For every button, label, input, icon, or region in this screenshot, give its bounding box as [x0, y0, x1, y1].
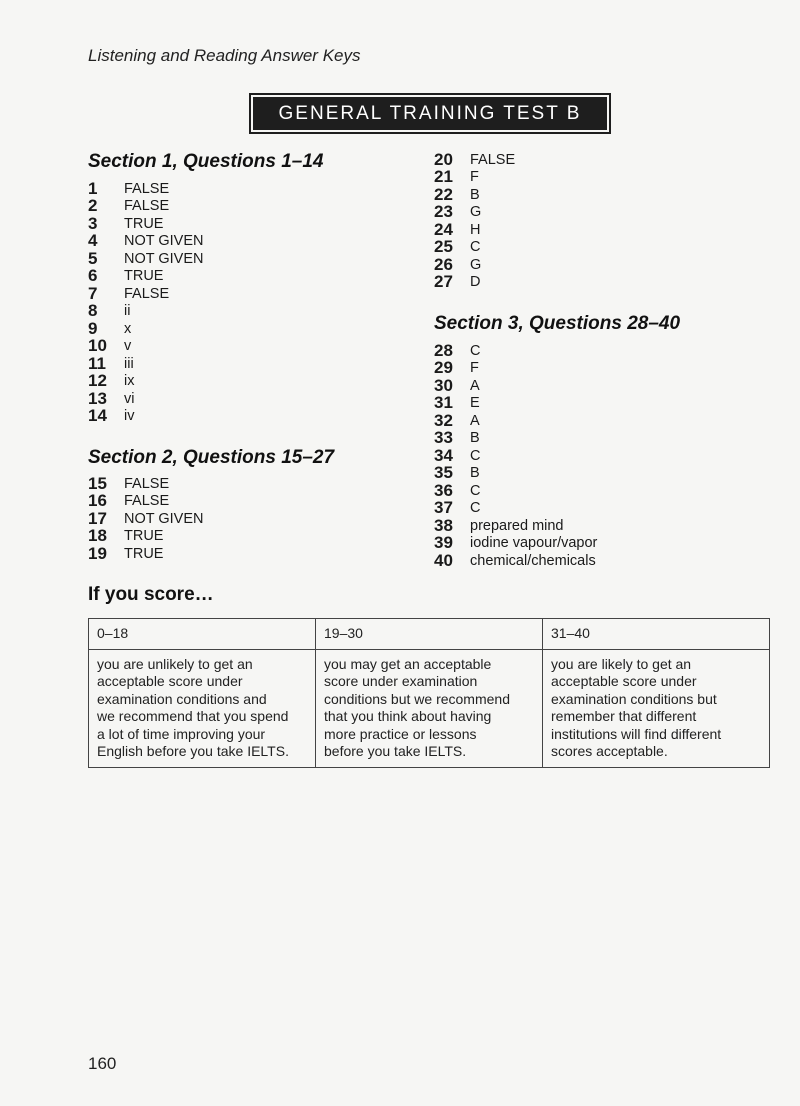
- answer-value: ii: [124, 303, 131, 320]
- answer-item: [88, 180, 204, 198]
- advice-line: scores acceptable.: [551, 743, 668, 759]
- advice-line: conditions but we recommend: [324, 690, 510, 707]
- answer-value: ix: [124, 373, 135, 390]
- score-heading: If you score…: [88, 584, 214, 605]
- answer-item: [88, 285, 204, 303]
- question-number: 23: [434, 202, 453, 222]
- score-range-cell: 31–40: [543, 619, 770, 650]
- answer-value: C: [470, 482, 481, 499]
- score-advice-cell: [316, 649, 543, 767]
- advice-line: examination conditions and: [97, 690, 267, 707]
- advice-line: before you take IELTS.: [324, 743, 467, 759]
- answer-item: [88, 545, 204, 563]
- answer-item: [434, 430, 597, 448]
- section-2-answer-list: [88, 475, 204, 563]
- answer-value: G: [470, 204, 482, 221]
- advice-line: acceptable score under: [551, 673, 697, 689]
- answer-value: x: [124, 320, 132, 337]
- question-number: 30: [434, 375, 453, 395]
- question-number: 39: [434, 533, 453, 553]
- answer-item: [88, 510, 204, 528]
- score-range-cell: 0–18: [89, 619, 316, 650]
- question-number: 20: [434, 149, 453, 169]
- question-number: 10: [88, 336, 107, 356]
- answer-value: TRUE: [124, 215, 164, 232]
- answer-item: [434, 360, 597, 378]
- answer-item: [434, 517, 597, 535]
- answer-value: E: [470, 395, 480, 412]
- question-number: 4: [88, 231, 98, 251]
- question-number: 31: [434, 393, 453, 413]
- question-number: 8: [88, 301, 98, 321]
- question-number: 36: [434, 480, 453, 500]
- answer-value: C: [470, 342, 481, 359]
- answer-value: FALSE: [124, 493, 170, 510]
- answer-value: v: [124, 338, 132, 355]
- answer-item: [434, 221, 515, 239]
- answer-item: [434, 256, 515, 274]
- advice-line: that you think about having: [324, 708, 492, 724]
- question-number: 40: [434, 550, 453, 570]
- question-number: 9: [88, 318, 98, 338]
- answer-value: FALSE: [124, 475, 170, 492]
- question-number: 21: [434, 167, 453, 187]
- answer-value: NOT GIVEN: [124, 233, 204, 250]
- answer-item: [88, 390, 204, 408]
- score-range-cell: 19–30: [316, 619, 543, 650]
- score-band-table: [88, 618, 770, 768]
- advice-line: institutions will find different: [551, 725, 722, 742]
- answer-item: [88, 493, 204, 511]
- advice-line: you may get an acceptable: [324, 655, 492, 672]
- answer-item: [434, 412, 597, 430]
- question-number: 26: [434, 254, 453, 274]
- section-2-heading: Section 2, Questions 15–27: [88, 447, 335, 468]
- answer-item: [434, 395, 597, 413]
- question-number: 33: [434, 428, 453, 448]
- answer-item: [434, 342, 597, 360]
- question-number: 28: [434, 340, 453, 360]
- question-number: 19: [88, 543, 107, 563]
- answer-item: [88, 198, 204, 216]
- question-number: 38: [434, 515, 453, 535]
- answer-item: [88, 268, 204, 286]
- answer-item: [434, 204, 515, 222]
- question-number: 27: [434, 272, 453, 292]
- question-number: 25: [434, 237, 453, 257]
- answer-item: [88, 373, 204, 391]
- answer-value: H: [470, 221, 481, 238]
- answer-value: TRUE: [124, 545, 164, 562]
- question-number: 37: [434, 498, 453, 518]
- answer-value: C: [470, 500, 481, 517]
- section-3-answer-list: [434, 342, 597, 570]
- advice-line: acceptable score under: [97, 673, 243, 689]
- question-number: 13: [88, 388, 107, 408]
- question-number: 24: [434, 219, 453, 239]
- page-header-title: Listening and Reading Answer Keys: [88, 46, 361, 65]
- answer-item: [88, 320, 204, 338]
- question-number: 32: [434, 410, 453, 430]
- question-number: 22: [434, 184, 453, 204]
- answer-value: A: [470, 377, 480, 394]
- section-3-heading: Section 3, Questions 28–40: [434, 313, 681, 334]
- advice-line: you are unlikely to get an: [97, 655, 253, 672]
- advice-line: you are likely to get an: [551, 655, 692, 672]
- answer-item: [434, 465, 597, 483]
- answer-value: iv: [124, 408, 135, 425]
- score-advice-cell: [543, 649, 770, 767]
- score-range-row: [89, 619, 770, 650]
- answer-value: TRUE: [124, 268, 164, 285]
- answer-value: F: [470, 360, 479, 377]
- question-number: 34: [434, 445, 453, 465]
- answer-item: [88, 338, 204, 356]
- answer-value: FALSE: [124, 180, 170, 197]
- answer-item: [88, 250, 204, 268]
- answer-item: [434, 482, 597, 500]
- answer-item: [434, 186, 515, 204]
- question-number: 14: [88, 406, 107, 426]
- question-number: 1: [88, 178, 98, 198]
- section-2-answer-list-continued: [434, 151, 515, 291]
- score-advice-cell: [89, 649, 316, 767]
- answer-value: B: [470, 465, 480, 482]
- answer-value: iii: [124, 355, 134, 372]
- answer-item: [434, 377, 597, 395]
- answer-value: C: [470, 239, 481, 256]
- page-number: 160: [88, 1054, 117, 1073]
- question-number: 17: [88, 508, 107, 528]
- question-number: 6: [88, 266, 98, 286]
- answer-item: [88, 303, 204, 321]
- answer-item: [88, 355, 204, 373]
- answer-value: F: [470, 169, 479, 186]
- answer-value: iodine vapour/vapor: [470, 535, 598, 552]
- answer-value: chemical/chemicals: [470, 552, 596, 569]
- answer-value: G: [470, 256, 482, 273]
- question-number: 12: [88, 371, 107, 391]
- answer-item: [434, 552, 597, 570]
- advice-line: more practice or lessons: [324, 725, 477, 742]
- answer-value: prepared mind: [470, 517, 564, 534]
- question-number: 35: [434, 463, 453, 483]
- question-number: 16: [88, 491, 107, 511]
- question-number: 11: [88, 353, 106, 373]
- score-advice-row: [89, 649, 770, 767]
- answer-item: [88, 215, 204, 233]
- answer-value: FALSE: [470, 151, 516, 168]
- answer-value: B: [470, 430, 480, 447]
- question-number: 5: [88, 248, 98, 268]
- answer-value: vi: [124, 390, 135, 407]
- advice-line: English before you take IELTS.: [97, 743, 289, 759]
- answer-item: [434, 274, 515, 292]
- advice-line: a lot of time improving your: [97, 725, 266, 742]
- advice-line: remember that different: [551, 708, 697, 724]
- answer-value: NOT GIVEN: [124, 510, 204, 527]
- answer-item: [434, 239, 515, 257]
- question-number: 7: [88, 283, 98, 303]
- answer-item: [434, 535, 597, 553]
- question-number: 3: [88, 213, 98, 233]
- answer-value: TRUE: [124, 528, 164, 545]
- question-number: 2: [88, 196, 98, 216]
- question-number: 29: [434, 358, 453, 378]
- section-1-answer-list: [88, 180, 204, 425]
- answer-item: [434, 500, 597, 518]
- answer-item: [88, 233, 204, 251]
- answer-item: [88, 475, 204, 493]
- section-1-heading: Section 1, Questions 1–14: [88, 151, 324, 172]
- question-number: 15: [88, 473, 107, 493]
- answer-value: FALSE: [124, 285, 170, 302]
- answer-item: [434, 169, 515, 187]
- answer-item: [88, 408, 204, 426]
- answer-value: C: [470, 447, 481, 464]
- answer-item: [88, 528, 204, 546]
- answer-value: A: [470, 412, 480, 429]
- answer-value: FALSE: [124, 198, 170, 215]
- answer-value: NOT GIVEN: [124, 250, 204, 267]
- answer-value: B: [470, 186, 480, 203]
- test-title-banner: GENERAL TRAINING TEST B: [253, 97, 607, 130]
- answer-item: [434, 447, 597, 465]
- advice-line: score under examination: [324, 673, 478, 689]
- answer-item: [434, 151, 515, 169]
- answer-value: D: [470, 274, 481, 291]
- advice-line: we recommend that you spend: [97, 708, 289, 724]
- advice-line: examination conditions but: [551, 690, 717, 707]
- question-number: 18: [88, 526, 107, 546]
